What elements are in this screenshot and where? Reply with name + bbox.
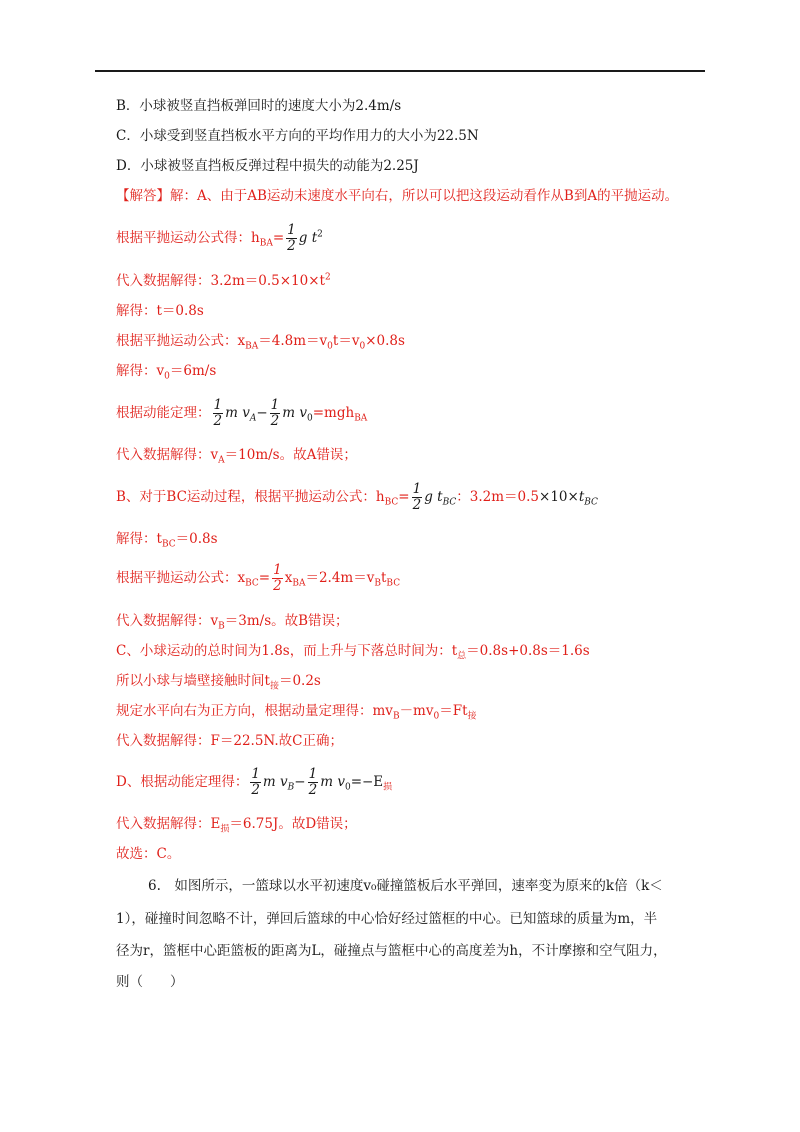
solution-line-16: 代入数据解得：F＝22.5N.故C正确； [116,733,343,749]
solution-line-1: 【解答】解：A、由于AB运动末速度水平向右，所以可以把这段运动看作从B到A的平抛运动。 [116,188,679,204]
question-6-line-2: 1），碰撞时间忽略不计，弹回后篮球的中心恰好经过篮框的中心。已知篮球的质量为m，半 [116,911,658,927]
solution-line-7: 根据动能定理： $\frac{1}{2}$ m $v_A-$ $\frac{1}{2}$ m $v_0=mgh_{BA}$ [116,397,368,429]
solution-line-14: 所以小球与墙壁接触时间$t_接=0.2s$ [116,673,321,692]
solution-line-15: 规定水平向右为正方向，根据动量定理得：$mv_B-mv_0=Ft_接$ [116,703,477,722]
fraction: $\frac{1}{2}$ [287,222,296,254]
solution-line-3: 代入数据解得：$3.2m=0.5\times 10\times t^2$ [116,272,331,289]
question-6-line-1: 6. 如图所示，一篮球以水平初速度v₀碰撞篮板后水平弹回，速率变为原来的k倍（k＜ [148,878,663,894]
solution-line-8: 代入数据解得：$v_A=10m/s$。故A错误； [116,447,357,466]
solution-line-17: D、根据动能定理得： $\frac{1}{2}$ m $v_B-$ $\frac{1}{2}$ m $v_0=-E_损$ [116,766,393,798]
solution-line-12: 代入数据解得：$v_B=3m/s$。故B错误； [116,613,349,632]
solution-line-6: 解得：$v_0=6m/s$ [116,363,217,382]
option-b: B．小球被竖直挡板弹回时的速度大小为2.4m/s [116,98,402,114]
question-6-line-3: 径为r，篮框中心距篮板的距离为L，碰撞点与篮框中心的高度差为h，不计摩擦和空气阻力， [116,943,667,959]
option-c: C．小球受到竖直挡板水平方向的平均作用力的大小为22.5N [116,128,479,144]
solution-line-5: 根据平抛运动公式：$x_{BA}=4.8m=v_0t=v_0\times 0.8s$ [116,333,405,352]
solution-line-10: 解得：$t_{BC}=0.8s$ [116,531,218,550]
answer-tag: 【解答】 [116,188,170,204]
solution-line-11: 根据平抛运动公式：$x_{BC}=$ $\frac{1}{2}$ $x_{BA}=2.4m=v_Bt_{BC}$ [116,562,401,594]
solution-line-19: 故选：C。 [116,846,181,862]
question-6-line-4: 则（ ） [116,974,184,990]
solution-line-13: C、小球运动的总时间为1.8s，而上升与下落总时间为：$t_总=0.8s+0.8s=1.6s$ [116,643,590,662]
solution-line-2: 根据平抛运动公式得：$h_{BA}=$ $\frac{1}{2}$ g $t^2$ [116,222,323,254]
header-rule [95,70,705,72]
solution-line-9: B、对于BC运动过程，根据平抛运动公式：$h_{BC}=$ $\frac{1}{2}$ g $t_{BC}$：$3.2m=0.5\times 10\times t_{BC}$ [116,481,598,513]
solution-line-4: 解得：t＝0.8s [116,303,204,319]
solution-line-18: 代入数据解得：$E_损=6.75J$。故D错误； [116,816,357,835]
option-d: D．小球被竖直挡板反弹过程中损失的动能为2.25J [116,158,419,174]
